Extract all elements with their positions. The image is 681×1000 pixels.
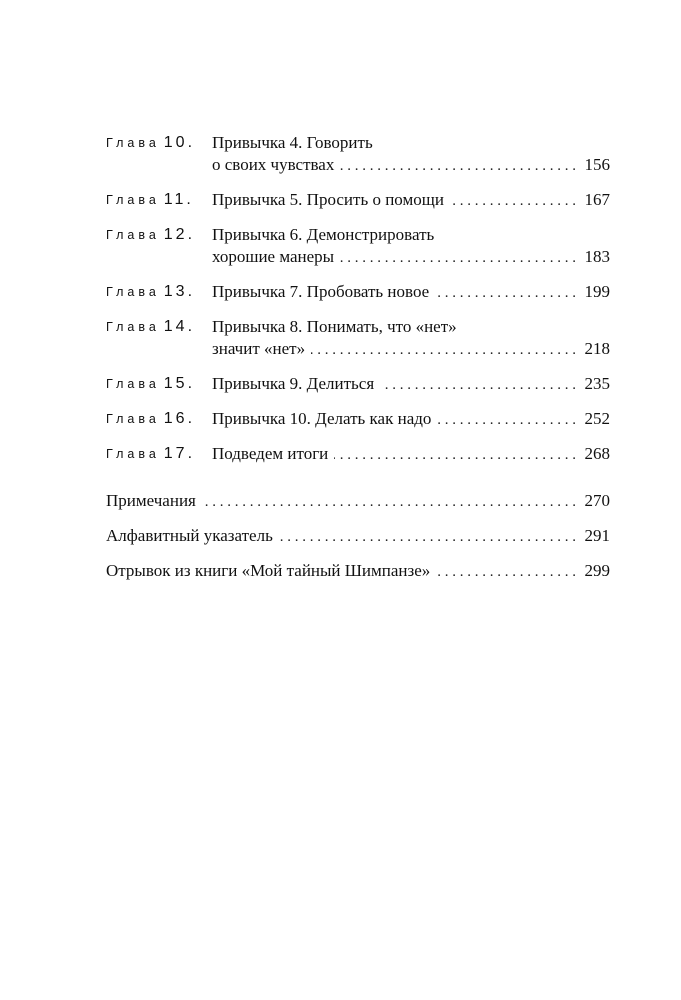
toc-entry-chapter-11[interactable] — [106, 189, 610, 212]
entry-title: Примечания — [106, 491, 196, 510]
chapter-label: Глава 11. — [106, 191, 194, 208]
dot-leader — [437, 409, 576, 431]
entry-title: Алфавитный указатель — [106, 526, 273, 545]
dot-leader — [436, 561, 576, 583]
page-number: 291 — [584, 526, 610, 545]
chapter-title: Привычка 7. Пробовать новое — [212, 282, 430, 301]
chapter-title-cont: о своих чувствах — [212, 155, 335, 174]
chapter-number: 10. — [163, 134, 196, 151]
chapter-number: 16. — [163, 410, 196, 427]
toc-entry-chapter-15[interactable] — [106, 373, 610, 396]
page-number: 199 — [584, 282, 610, 301]
chapter-number: 13. — [163, 283, 196, 300]
page-number: 218 — [584, 339, 610, 358]
toc-entry-chapter-12[interactable] — [106, 224, 610, 269]
chapter-title-cont: хорошие манеры — [212, 247, 335, 266]
chapter-label: Глава 17. — [106, 445, 196, 462]
chapter-title: Привычка 10. Делать как надо — [212, 409, 432, 428]
page-number: 270 — [584, 491, 610, 510]
dot-leader — [450, 190, 576, 212]
toc-entry-excerpt[interactable] — [106, 560, 610, 583]
page-number: 235 — [584, 374, 610, 393]
toc-entry-chapter-16[interactable] — [106, 408, 610, 431]
chapter-number: 12. — [163, 226, 196, 243]
chapter-label: Глава 13. — [106, 283, 196, 300]
page-number: 252 — [584, 409, 610, 428]
chapter-label: Глава 10. — [106, 134, 196, 151]
dot-leader — [435, 282, 576, 304]
dot-leader — [380, 374, 576, 396]
chapter-number: 17. — [163, 445, 196, 462]
chapter-title: Привычка 5. Просить о помощи — [212, 190, 444, 209]
chapter-label: Глава 14. — [106, 318, 196, 335]
entry-title: Отрывок из книги «Мой тайный Шимпанзе» — [106, 561, 431, 580]
dot-leader — [202, 491, 576, 513]
chapter-label: Глава 15. — [106, 375, 196, 392]
page-number: 167 — [584, 190, 610, 209]
page-number: 299 — [584, 561, 610, 580]
page-number: 268 — [584, 444, 610, 463]
chapter-title: Подведем итоги — [212, 444, 329, 463]
toc-entry-index[interactable] — [106, 525, 610, 548]
dot-leader — [340, 247, 576, 269]
page-number: 156 — [584, 155, 610, 174]
chapter-number: 11. — [163, 191, 194, 208]
chapter-title-cont: значит «нет» — [212, 339, 306, 358]
chapter-title: Привычка 8. Понимать, что «нет» — [212, 317, 457, 336]
page-number: 183 — [584, 247, 610, 266]
chapter-label: Глава 12. — [106, 226, 196, 243]
dot-leader — [279, 526, 576, 548]
toc-entry-chapter-13[interactable] — [106, 281, 610, 304]
chapter-label: Глава 16. — [106, 410, 196, 427]
chapter-number: 14. — [163, 318, 196, 335]
toc-entry-notes[interactable] — [106, 490, 610, 513]
toc-entry-chapter-17[interactable] — [106, 443, 610, 466]
dot-leader — [340, 155, 576, 177]
chapter-title: Привычка 6. Демонстрировать — [212, 225, 435, 244]
toc-entry-chapter-10[interactable] — [106, 132, 610, 177]
table-of-contents — [106, 132, 610, 583]
chapter-number: 15. — [163, 375, 196, 392]
chapter-title: Привычка 9. Делиться — [212, 374, 375, 393]
dot-leader — [311, 339, 576, 361]
toc-entry-chapter-14[interactable] — [106, 316, 610, 361]
chapter-title: Привычка 4. Говорить — [212, 133, 373, 152]
dot-leader — [334, 444, 576, 466]
